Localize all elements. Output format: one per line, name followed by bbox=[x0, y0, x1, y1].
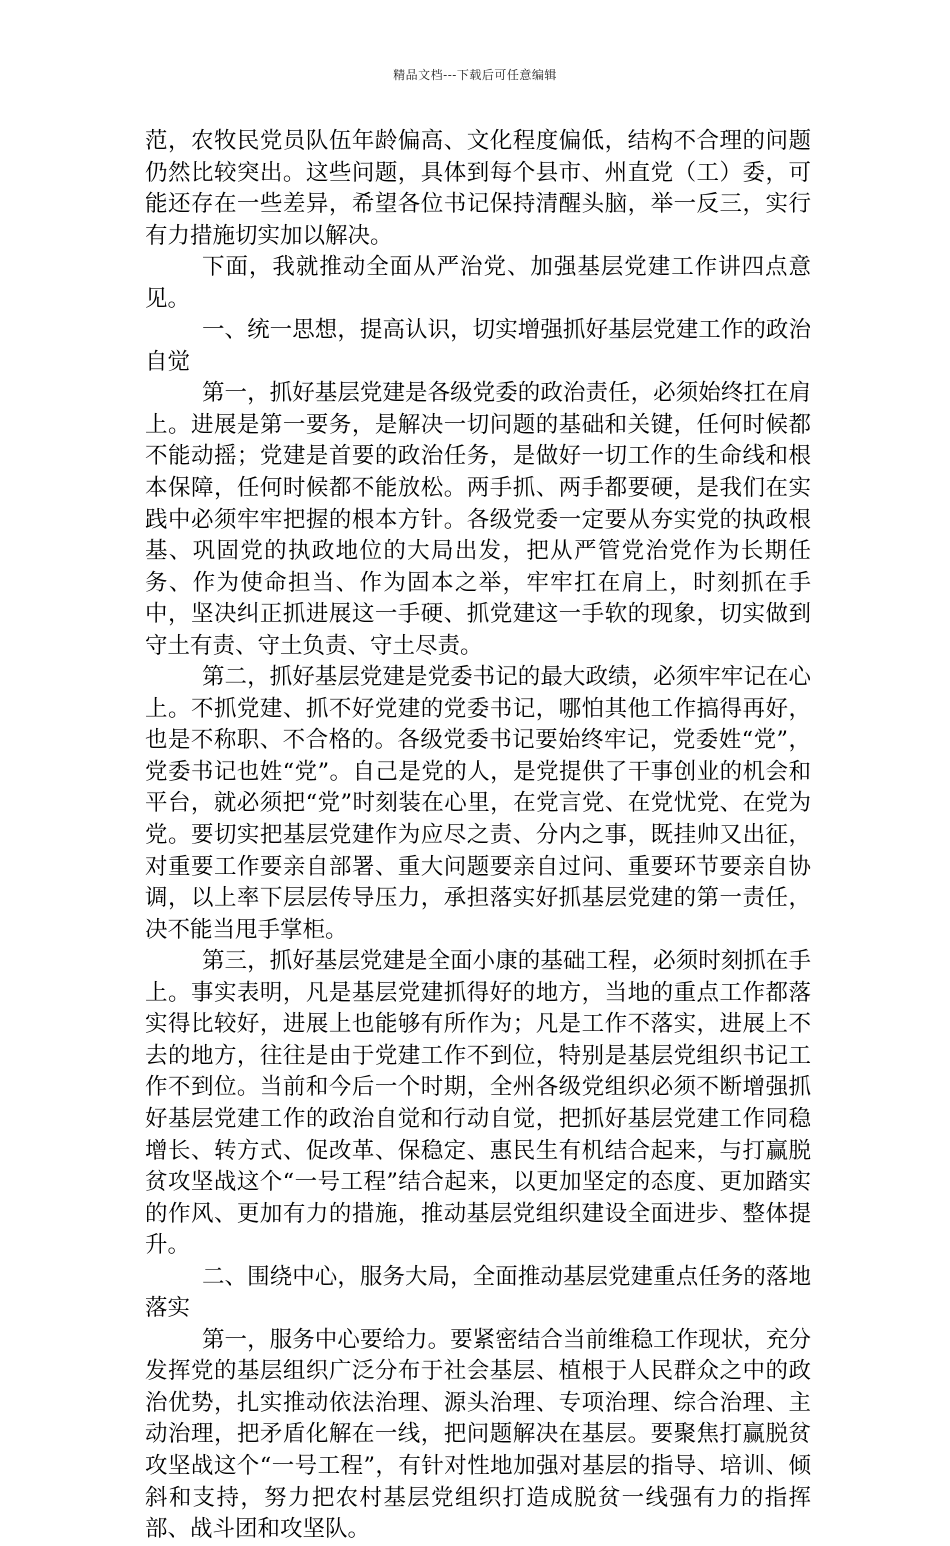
paragraph-point-1: 第一，抓好基层党建是各级党委的政治责任，必须始终扛在肩上。进展是第一要务，是解决一切问题的基础和关键，任何时候都不能动摇；党建是首要的政治任务，是做好一切工作的生命线和根本保障，任何时候都不能放松。两手抓、两手都要硬，是我们在实践中必须牢牢把握的根本方针。各级党委一定要从夯实党的执政根基、巩固党的执政地位的大局出发，把从严管党治党作为长期任务、作为使命担当、作为固本之举，牢牢扛在肩上，时刻抓在手中，坚决纠正抓进展这一手硬、抓党建这一手软的现象，切实做到守土有责、守土负责、守土尽责。 bbox=[145, 380, 811, 659]
document-body bbox=[145, 126, 811, 1546]
paragraph-intro: 下面，我就推动全面从严治党、加强基层党建工作讲四点意见。 bbox=[145, 254, 811, 312]
paragraph-point-1-section-2: 第一，服务中心要给力。要紧密结合当前维稳工作现状，充分发挥党的基层组织广泛分布于社会基层、植根于人民群众之中的政治优势，扎实推动依法治理、源头治理、专项治理、综合治理、主动治理，把矛盾化解在一线，把问题解决在基层。要聚焦打赢脱贫攻坚战这个“一号工程”，有针对性地加强对基层的指导、培训、倾斜和支持，努力把农村基层党组织打造成脱贫一线强有力的指挥部、战斗团和攻坚队。 bbox=[145, 1326, 811, 1543]
paragraph-continued: 范，农牧民党员队伍年龄偏高、文化程度偏低，结构不合理的问题仍然比较突出。这些问题，具体到每个县市、州直党（工）委，可能还存在一些差异，希望各位书记保持清醒头脑，举一反三，实行有力措施切实加以解决。 bbox=[145, 128, 811, 249]
page-header: 精品文档---下载后可任意编辑 bbox=[393, 68, 557, 82]
paragraph-point-3: 第三，抓好基层党建是全面小康的基础工程，必须时刻抓在手上。事实表明，凡是基层党建抓得好的地方，当地的重点工作都落实得比较好，进展上也能够有所作为；凡是工作不落实，进展上不去的地方，往往是由于党建工作不到位，特别是基层党组织书记工作不到位。当前和今后一个时期，全州各级党组织必须不断增强抓好基层党建工作的政治自觉和行动自觉，把抓好基层党建工作同稳增长、转方式、促改革、保稳定、惠民生有机结合起来，与打赢脱贫攻坚战这个“一号工程”结合起来，以更加坚定的态度、更加踏实的作风、更加有力的措施，推动基层党组织建设全面进步、整体提升。 bbox=[145, 948, 811, 1259]
section-heading-1: 一、统一思想，提高认识，切实增强抓好基层党建工作的政治自觉 bbox=[145, 317, 811, 375]
paragraph-point-2: 第二，抓好基层党建是党委书记的最大政绩，必须牢牢记在心上。不抓党建、抓不好党建的党委书记，哪怕其他工作搞得再好，也是不称职、不合格的。各级党委书记要始终牢记，党委姓“党”，党委书记也姓“党”。自己是党的人，是党提供了干事创业的机会和平台，就必须把“党”时刻装在心里，在党言党、在党忧党、在党为党。要切实把基层党建作为应尽之责、分内之事，既挂帅又出征，对重要工作要亲自部署、重大问题要亲自过问、重要环节要亲自协调，以上率下层层传导压力，承担落实好抓基层党建的第一责任，决不能当甩手掌柜。 bbox=[145, 664, 811, 943]
section-heading-2: 二、围绕中心，服务大局，全面推动基层党建重点任务的落地落实 bbox=[145, 1263, 811, 1322]
